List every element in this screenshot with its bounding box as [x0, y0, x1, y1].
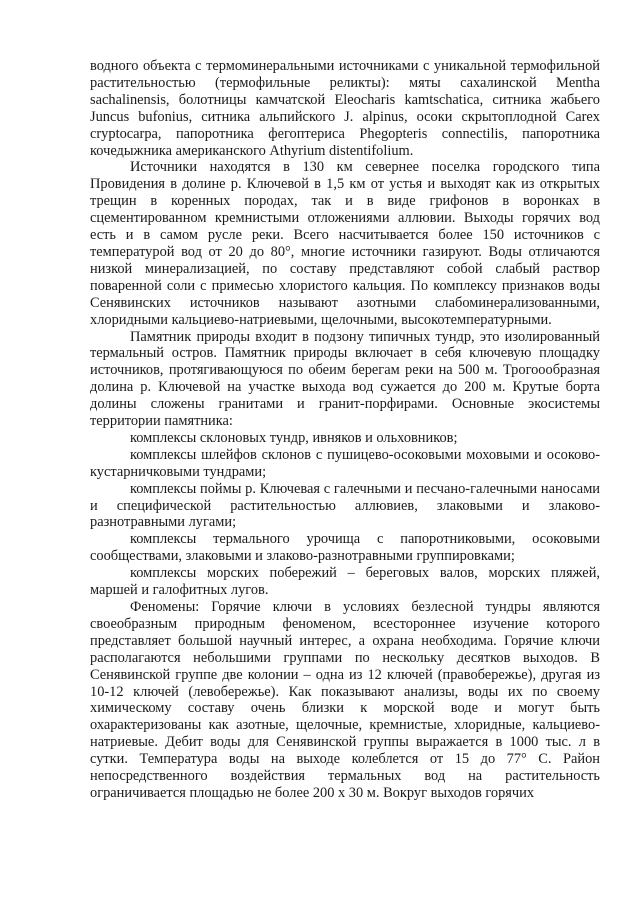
ecosystem-item-floodplain: комплексы поймы р. Ключевая с галечными и песчано-галечными наносами и специфической растительностью аллювиев, злаковыми и злаково-разнотравными лугами; — [90, 480, 600, 531]
ecosystem-item-slope-trails: комплексы шлейфов склонов с пушицево-осоковыми моховыми и осоково-кустарничковыми тундрами; — [90, 446, 600, 480]
document-page — [90, 58, 600, 802]
ecosystem-item-slope-tundra: комплексы склоновых тундр, ивняков и ольховников; — [130, 429, 458, 446]
paragraph-monument-description: Памятник природы входит в подзону типичных тундр, это изолированный термальный остров. Памятник природы включает в себя ключевую площадку источников, протягивающуюся по обеим берегам реки на 500 м. Трогоообразная долина р. Ключевой на участке выхода вод сужается до 200 м. Крутые борта долины сложены гранитами и гранит-порфирами. Основные экосистемы территории памятника: — [90, 328, 600, 430]
paragraph-sources-location: Источники находятся в 130 км севернее поселка городского типа Провидения в долине р. Ключевой в 1,5 км от устья и выходят как из открытых трещин в коренных породах, так и в виде грифонов в воронках в сцементированном кремнистыми отложениями аллювии. Выходы горячих вод есть и в самом русле реки. Всего насчитывается более 150 источников с температурой вод от 20 до 80°, многие источники газируют. Воды отличаются низкой минерализацией, по составу представляют собой слабый раствор поваренной соли с примесью хлористого кальция. По комплексу признаков воды Сенявинских источников называют азотными слабоминерализованными, хлоридными кальциево-натриевыми, щелочными, высокотемпературными. — [90, 159, 600, 328]
ecosystem-item-thermal-tract: комплексы термального урочища с папоротниковыми, осоковыми сообществами, злаковыми и злаково-разнотравными группировками; — [90, 531, 600, 565]
paragraph-phenomena: Феномены: Горячие ключи в условиях безлесной тундры являются своеобразным природным феноменом, всестороннее изучение которого представляет большой научный интерес, а охрана необходима. Горячие ключи располагаются небольшими группами по нескольку десятков выходов. В Сенявинской группе две колонии – одна из 12 ключей (правобережье), другая из 10-12 ключей (левобережье). Как показывают анализы, воды их по своему химическому составу очень близки к морской воде и могут быть охарактеризованы как азотные, щелочные, кремнистые, хлоридные, кальциево-натриевые. Дебит воды для Сенявинской группы выражается в 1000 тыс. л в сутки. Температура воды на выходе колеблется от 15 до 77° С. Район непосредственного воздействия термальных вод на растительность ограничивается площадью не более 200 х 30 м. Вокруг выходов горячих — [90, 599, 600, 801]
ecosystem-item-sea-coast: комплексы морских побережий – береговых валов, морских пляжей, маршей и галофитных лугов. — [90, 565, 600, 599]
paragraph-relicts: водного объекта с термоминеральными источниками с уникальной термофильной растительностью (термофильные реликты): мяты сахалинской Mentha sachalinensis, болотницы камчатской Eleocharis kamtschatica, ситника жабьего Juncus bufonius, ситника альпийского J. alpinus, осоки скрытоплодной Carex cryptocarpa, папоротника фегоптериса Phegopteris connectilis, папоротника кочедыжника американского Athyrium distentifolium. — [90, 58, 600, 159]
